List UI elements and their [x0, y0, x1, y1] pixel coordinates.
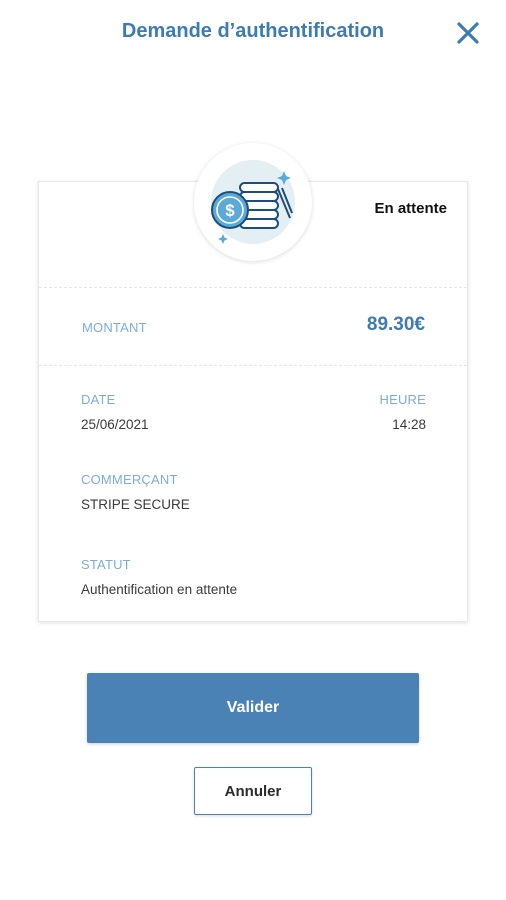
status-label: STATUT — [81, 557, 131, 572]
validate-button[interactable]: Valider — [87, 673, 419, 743]
svg-text:$: $ — [225, 201, 235, 220]
time-value: 14:28 — [392, 417, 426, 432]
merchant-value: STRIPE SECURE — [81, 497, 190, 512]
time-label: HEURE — [379, 392, 426, 407]
close-button[interactable] — [454, 19, 482, 47]
date-label: DATE — [81, 392, 116, 407]
date-value: 25/06/2021 — [81, 417, 149, 432]
amount-value: 89.30€ — [366, 314, 425, 335]
merchant-label: COMMERÇANT — [81, 472, 178, 487]
cancel-button[interactable]: Annuler — [194, 767, 312, 815]
illustration — [194, 143, 312, 261]
close-icon — [454, 19, 482, 47]
divider — [39, 287, 467, 288]
status-badge: En attente — [374, 200, 447, 217]
amount-label: MONTANT — [82, 320, 147, 335]
status-value: Authentification en attente — [81, 582, 238, 597]
page-title: Demande d’authentification — [121, 20, 385, 42]
divider — [39, 365, 467, 366]
coins-dollar-icon — [194, 143, 312, 261]
